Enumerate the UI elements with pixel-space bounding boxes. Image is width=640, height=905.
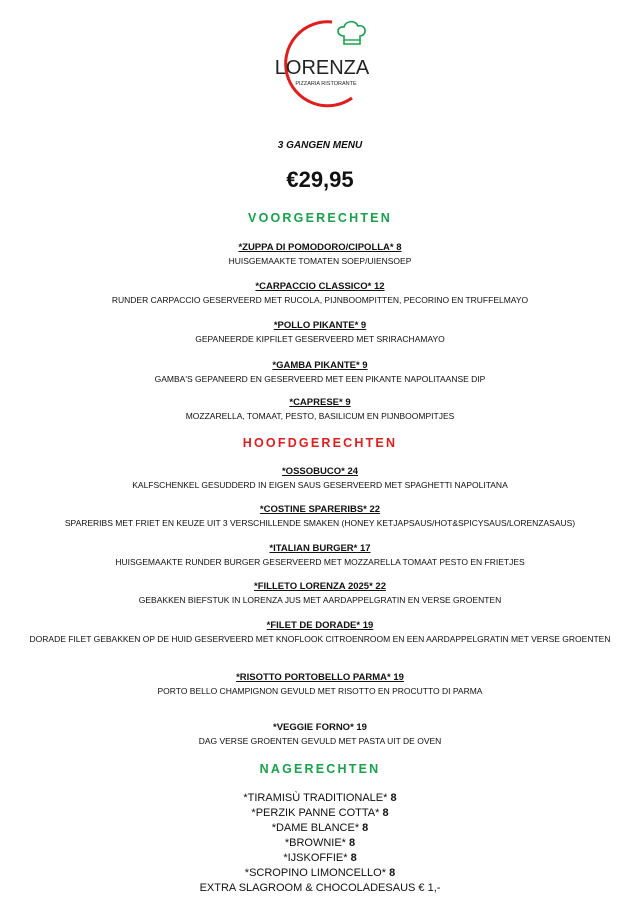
dessert-price: 8 [389,867,396,879]
section-title-voorgerechten: VOORGERECHTEN [248,211,392,225]
logo-wordmark: LORENZA [274,57,370,79]
dish-name: *FILET DE DORADE* 19 [266,620,374,631]
dessert-name: *BROWNIE* [284,837,346,849]
dessert-price: 8 [382,807,389,819]
dish-description: SPARERIBS MET FRIET EN KEUZE UIT 3 VERSCHILLENDE SMAKEN (HONEY KETJAPSAUS/HOT&SPICYSAUS/LORENZASAUS) [64,518,576,528]
dessert-item [0,791,640,806]
dish-description: DAG VERSE GROENTEN GEVULD MET PASTA UIT DE OVEN [198,736,442,746]
dessert-item [0,866,640,881]
dish-name: *OSSOBUCO* 24 [281,466,359,477]
dessert-extra-note: EXTRA SLAGROOM & CHOCOLADESAUS € 1,- [199,882,441,894]
dish-description: HUISGEMAAKTE RUNDER BURGER GESERVEERD MET MOZZARELLA TOMAAT PESTO EN FRIETJES [115,557,525,567]
dessert-item [0,836,640,851]
dish-name: *RISOTTO PORTOBELLO PARMA* 19 [236,672,404,683]
logo-tagline: PIZZARIA RISTORANTE [295,81,357,87]
dish-name: *ITALIAN BURGER* 17 [269,543,371,554]
dish-name: *CARPACCIO CLASSICO* 12 [255,281,385,292]
menu-title: 3 GANGEN MENU [277,140,363,151]
dessert-price: 8 [362,822,369,834]
dessert-price: 8 [350,852,357,864]
dish-name: *FILLETO LORENZA 2025* 22 [254,581,386,592]
dessert-name: *SCROPINO LIMONCELLO* [244,867,386,879]
dish-name: *COSTINE SPARERIBS* 22 [259,504,381,515]
section-title-hoofdgerechten: HOOFDGERECHTEN [242,436,398,450]
dish-name: *GAMBA PIKANTE* 9 [272,360,368,371]
dish-description: KALFSCHENKEL GESUDDERD IN EIGEN SAUS GESERVEERD MET SPAGHETTI NAPOLITANA [132,480,508,490]
dish-name: *VEGGIE FORNO* 19 [273,722,367,733]
dish-description: PORTO BELLO CHAMPIGNON GEVULD MET RISOTTO EN PROCUTTO DI PARMA [157,686,483,696]
dish-description: RUNDER CARPACCIO GESERVEERD MET RUCOLA, PIJNBOOMPITTEN, PECORINO EN TRUFFELMAYO [111,295,529,305]
dish-description: DORADE FILET GEBAKKEN OP DE HUID GESERVEERD MET KNOFLOOK CITROENROOM EN EEN AARDAPPELGRATIN MET VERSE GROENTEN [29,634,611,644]
dessert-item [0,821,640,836]
restaurant-logo [270,18,380,108]
chef-hat-icon [338,22,365,44]
dessert-name: *TIRAMISÙ TRADITIONALE* [243,792,388,804]
dessert-price: 8 [390,792,397,804]
dessert-name: *DAME BLANCE* [271,822,360,834]
dessert-name: *IJSKOFFIE* [283,852,348,864]
dish-description: HUISGEMAAKTE TOMATEN SOEP/UIENSOEP [228,256,412,266]
section-title-nagerechten: NAGERECHTEN [259,762,381,776]
dessert-item [0,806,640,821]
dish-name: *POLLO PIKANTE* 9 [273,320,367,331]
dessert-item [0,851,640,866]
menu-price: €29,95 [286,167,354,192]
dessert-name: *PERZIK PANNE COTTA* [251,807,380,819]
dish-description: GAMBA'S GEPANEERD EN GESERVEERD MET EEN PIKANTE NAPOLITAANSE DIP [154,374,486,384]
dish-description: MOZZARELLA, TOMAAT, PESTO, BASILICUM EN PIJNBOOMPITJES [185,411,455,421]
dish-description: GEPANEERDE KIPFILET GESERVEERD MET SRIRACHAMAYO [195,334,445,344]
dish-description: GEBAKKEN BIEFSTUK IN LORENZA JUS MET AARDAPPELGRATIN EN VERSE GROENTEN [138,595,502,605]
dish-name: *CAPRESE* 9 [289,397,351,408]
dish-name: *ZUPPA DI POMODORO/CIPOLLA* 8 [238,242,402,253]
logo-graphic [270,18,380,108]
dessert-price: 8 [349,837,356,849]
